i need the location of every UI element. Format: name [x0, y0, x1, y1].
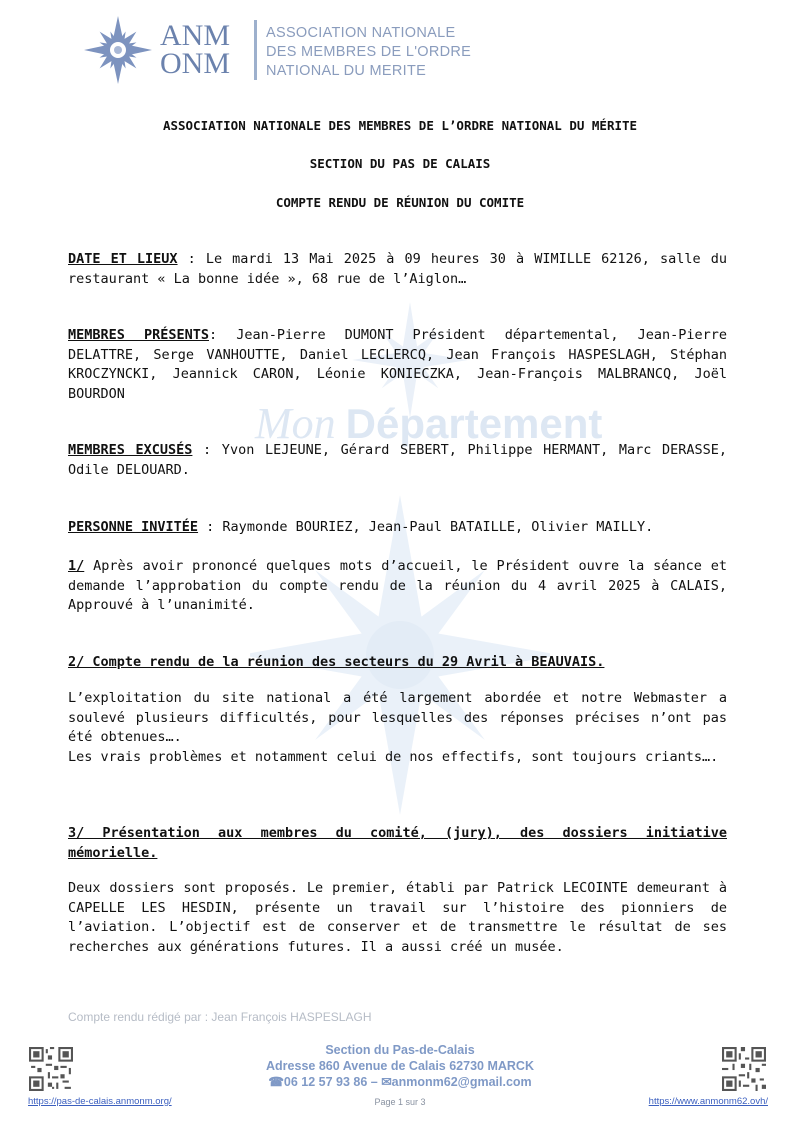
point-2-paragraph — [68, 689, 727, 767]
members-present-paragraph — [68, 326, 727, 404]
watermark-mon: Mon — [255, 399, 336, 448]
members-excused-paragraph — [68, 441, 727, 480]
footer-contact: ☎06 12 57 93 86 – ✉anmonm62@gmail.com — [268, 1075, 532, 1089]
logo-abbreviation — [160, 19, 231, 80]
footer-author-note: Compte rendu rédigé par : Jean François HASPESLAGH — [68, 1010, 372, 1024]
members-present-text: : Jean-Pierre DUMONT Président départemental, Jean-Pierre DELATTRE, Serge VANHOUTTE, Daniel LECLERCQ, Jean François HASPESLAGH, Stéphan KROCZYNCKI, Jeannick CARON, Léonie KONIECZKA, Jean-François MALBRANCQ, Joël BOURDON — [68, 327, 728, 402]
order-star-icon — [80, 14, 156, 86]
footer-section-name: Section du Pas-de-Calais — [325, 1043, 475, 1057]
footer-address: Adresse 860 Avenue de Calais 62730 MARCK — [266, 1059, 534, 1073]
logo-association-name — [266, 24, 471, 81]
logo-name-line: NATIONAL DU MERITE — [266, 63, 427, 79]
link-pas-de-calais-site[interactable]: https://pas-de-calais.anmonm.org/ — [28, 1096, 172, 1107]
guests-paragraph — [68, 518, 727, 538]
link-anmonm62-site[interactable]: https://www.anmonm62.ovh/ — [648, 1096, 768, 1107]
point-1-label: 1/ — [68, 558, 85, 574]
watermark-departement: Département — [345, 400, 603, 447]
document-heading-section: SECTION DU PAS DE CALAIS — [309, 156, 491, 171]
point-2-title: 2/ Compte rendu de la réunion des secteurs du 29 Avril à BEAUVAIS. — [68, 654, 605, 670]
anm-onm-logo — [80, 14, 480, 84]
document-heading-title: COMPTE RENDU DE RÉUNION DU COMITE — [275, 195, 525, 210]
logo-name-line: DES MEMBRES DE L'ORDRE — [266, 44, 472, 60]
qr-code-icon — [722, 1047, 766, 1091]
members-excused-label: MEMBRES EXCUSÉS — [68, 442, 193, 458]
point-2-text-2: Les vrais problèmes et notamment celui de nos effectifs, sont toujours criants…. — [68, 748, 719, 765]
footer-contact-block — [200, 1042, 600, 1090]
members-excused-text: : Yvon LEJEUNE, Gérard SEBERT, Philippe HERMANT, Marc DERASSE, Odile DELOUARD. — [68, 442, 727, 478]
point-1-text: Après avoir prononcé quelques mots d’accueil, le Président ouvre la séance et demande l’approbation du compte rendu de la réunion du 4 avril 2025 à CALAIS, Approuvé à l’unanimité. — [68, 558, 727, 613]
logo-abbr-bottom: ONM — [160, 47, 231, 80]
page-number: Page 1 sur 3 — [374, 1097, 426, 1107]
guests-label: PERSONNE INVITÉE — [68, 519, 199, 535]
date-label: DATE ET LIEUX — [68, 251, 178, 267]
point-1-paragraph — [68, 557, 727, 616]
qr-code-icon — [29, 1047, 73, 1091]
point-3-title: 3/ Présentation aux membres du comité, (jury), des dossiers initiative mémorielle. — [68, 825, 727, 861]
members-present-label: MEMBRES PRÉSENTS — [68, 327, 209, 343]
date-text: : Le mardi 13 Mai 2025 à 09 heures 30 à WIMILLE 62126, salle du restaurant « La bonne idée », 68 rue de l’Aiglon… — [68, 251, 727, 287]
point-2-text-1: L’exploitation du site national a été largement abordée et notre Webmaster a soulevé plusieurs difficultés, pour lesquelles des réponses précises n’ont pas été obtenues…. — [68, 690, 727, 745]
logo-abbr-top: ANM — [160, 19, 231, 52]
date-paragraph — [68, 250, 727, 289]
logo-name-line: ASSOCIATION NATIONALE — [266, 25, 456, 41]
point-3-paragraph: Deux dossiers sont proposés. Le premier, établi par Patrick LECOINTE demeurant à CAPELLE LES HESDIN, présente un travail sur l’histoire des pionniers de l’aviation. L’objectif est de conserver et de transmettre le résultat de ses recherches aux générations futures. Il a aussi créé un musée. — [68, 880, 727, 955]
logo-divider — [254, 20, 257, 80]
document-heading-association: ASSOCIATION NATIONALE DES MEMBRES DE L’ORDRE NATIONAL DU MÉRITE — [162, 118, 638, 133]
guests-text: : Raymonde BOURIEZ, Jean-Paul BATAILLE, Olivier MAILLY. — [198, 519, 654, 535]
